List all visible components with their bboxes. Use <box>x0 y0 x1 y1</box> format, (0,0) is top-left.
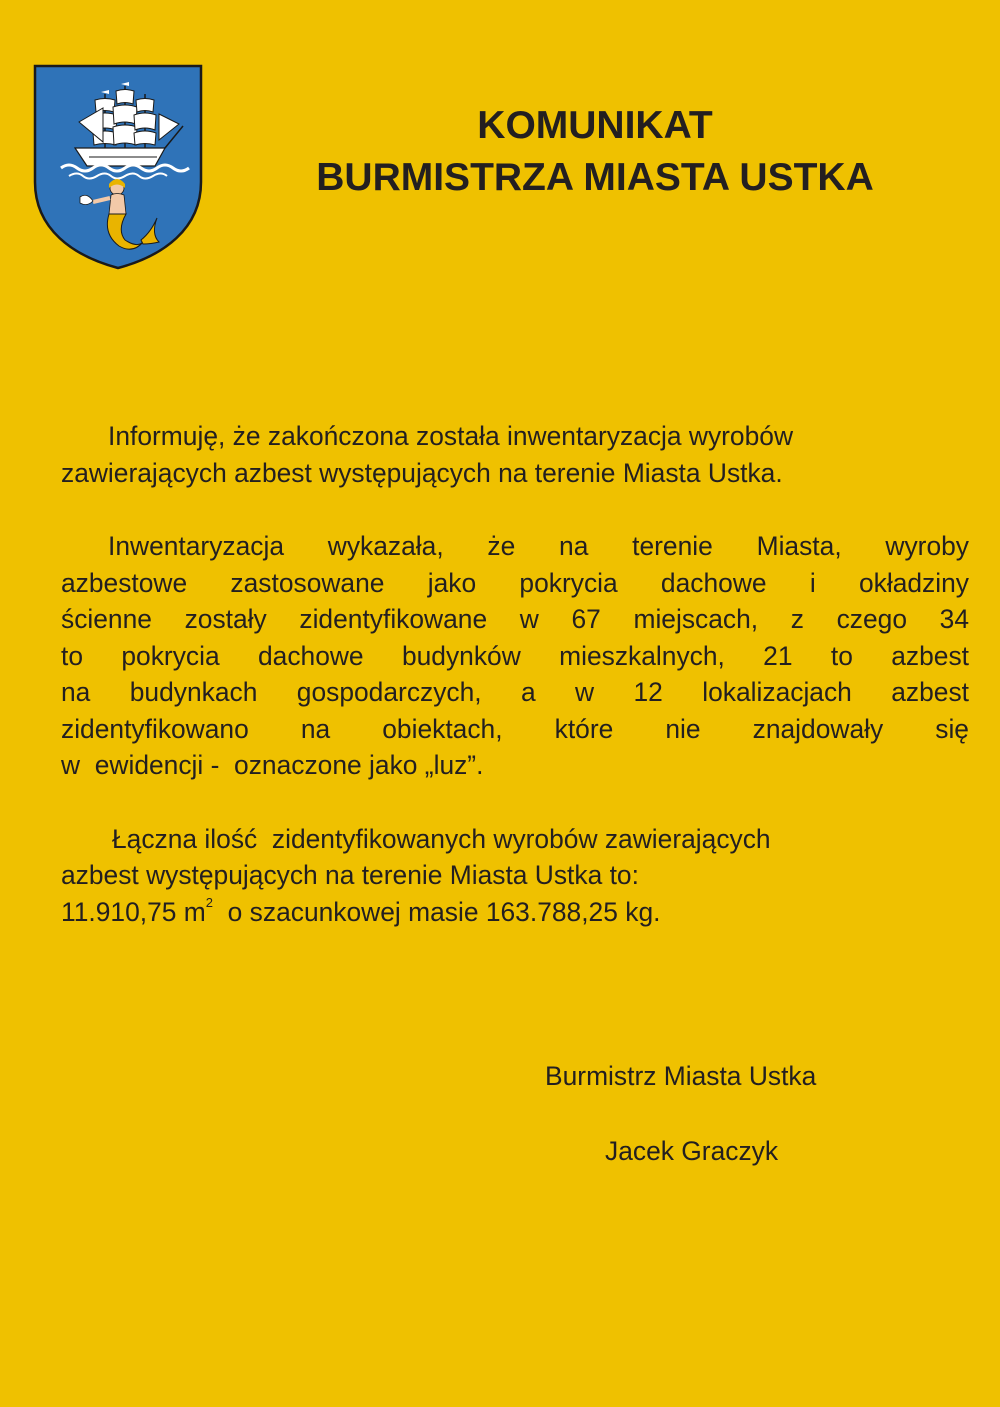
paragraph-2 <box>61 528 969 784</box>
announcement-body <box>61 418 969 930</box>
text-line: w ewidencji - oznaczone jako „luz”. <box>61 750 484 780</box>
text-line: azbest występujących na terenie Miasta Ustka to: <box>61 860 639 890</box>
coat-of-arms-icon <box>33 64 203 270</box>
text-line-total <box>61 894 969 931</box>
signature-role: Burmistrz Miasta Ustka <box>545 1061 817 1091</box>
area-exponent: 2 <box>205 894 213 910</box>
page-title <box>230 100 960 204</box>
paragraph-3 <box>61 821 969 931</box>
mass-text: o szacunkowej masie 163.788,25 kg. <box>227 896 661 927</box>
signature-name: Jacek Graczyk <box>605 1136 779 1166</box>
text-line: zawierających azbest występujących na terenie Miasta Ustka. <box>61 457 783 488</box>
text-line: Łączna ilość zidentyfikowanych wyrobów zawierających <box>112 823 771 854</box>
text-line: azbestowe zastosowane jako pokrycia dachowe i okładziny <box>61 567 969 598</box>
text-line: Informuję, że zakończona została inwentaryzacja wyrobów <box>108 421 794 451</box>
title-line-1: KOMUNIKAT <box>477 104 713 147</box>
title-line-2: BURMISTRZA MIASTA USTKA <box>316 156 874 199</box>
text-line: na budynkach gospodarczych, a w 12 lokalizacjach azbest <box>61 677 969 707</box>
text-line: to pokrycia dachowe budynków mieszkalnych, 21 to azbest <box>61 640 969 671</box>
area-value: 11.910,75 m <box>61 896 206 927</box>
text-line: Inwentaryzacja wykazała, że na terenie Miasta, wyroby <box>108 531 969 561</box>
paragraph-1 <box>61 418 969 491</box>
text-line: ścienne zostały zidentyfikowane w 67 miejscach, z czego 34 <box>61 604 969 634</box>
text-line: zidentyfikowano na obiektach, które nie znajdowały się <box>61 713 969 744</box>
